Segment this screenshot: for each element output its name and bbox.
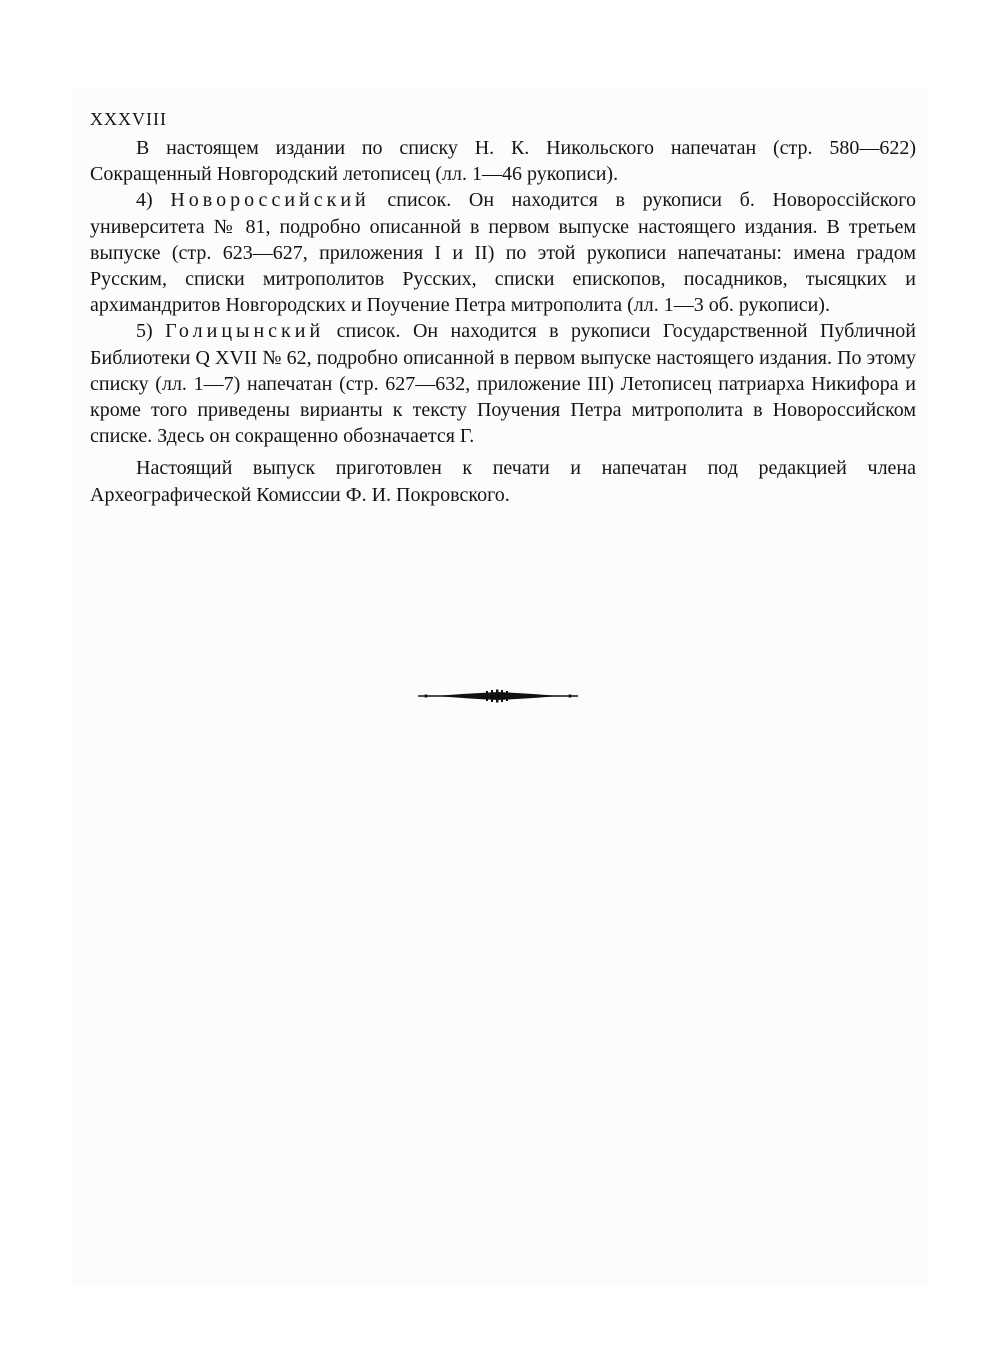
paragraph-golitsynsky-title: Голицынский xyxy=(165,320,325,343)
paragraph-golitsynsky-label: 5) xyxy=(136,320,166,343)
paragraph-editor-note-text: Настоящий выпуск приготовлен к печати и напечатан под редакцией члена Археографической Комиссии Ф. И. Покровского. xyxy=(90,457,916,506)
paragraph-novorossiysky-text: список. Он находится в рукописи б. Новороссiйского университета № 81, подробно описанной в первом выпуске настоящего издания. В третьем выпуске (стр. 623—627, приложения I и II) по этой рукописи напечатаны: имена градом Русским, списки митрополитов Русских, списки епископов, посадников, тысяцких и архимандритов Новгородских и Поучение Петра митрополита (лл. 1—3 об. рукописи). xyxy=(90,189,916,317)
paragraph-novorossiysky-label: 4) xyxy=(136,189,171,212)
paragraph-novorossiysky xyxy=(90,187,916,318)
paragraph-nikolsky-text: В настоящем издании по списку Н. К. Никольского напечатан (стр. 580—622) Сокращенный Новгородский летописец (лл. 1—46 рукописи). xyxy=(90,137,916,186)
paragraph-novorossiysky-title: Новороссийский xyxy=(170,189,370,212)
document-body xyxy=(90,108,916,508)
paragraph-golitsynsky xyxy=(90,318,916,449)
paragraph-nikolsky xyxy=(90,135,916,187)
ornamental-divider-icon xyxy=(416,688,580,704)
paragraph-editor-note xyxy=(90,455,916,507)
paragraph-golitsynsky-text: список. Он находится в рукописи Государственной Публичной Библиотеки Q XVII № 62, подробно описанной в первом выпуске настоящего издания. По этому списку (лл. 1—7) напечатан (стр. 627—632, приложение III) Летописец патриарха Никифора и кроме того приведены вирианты к тексту Поучения Петра митрополита в Новороссийском списке. Здесь он сокращенно обозначается Г. xyxy=(90,320,916,448)
page-number: XXXVIII xyxy=(90,109,167,129)
